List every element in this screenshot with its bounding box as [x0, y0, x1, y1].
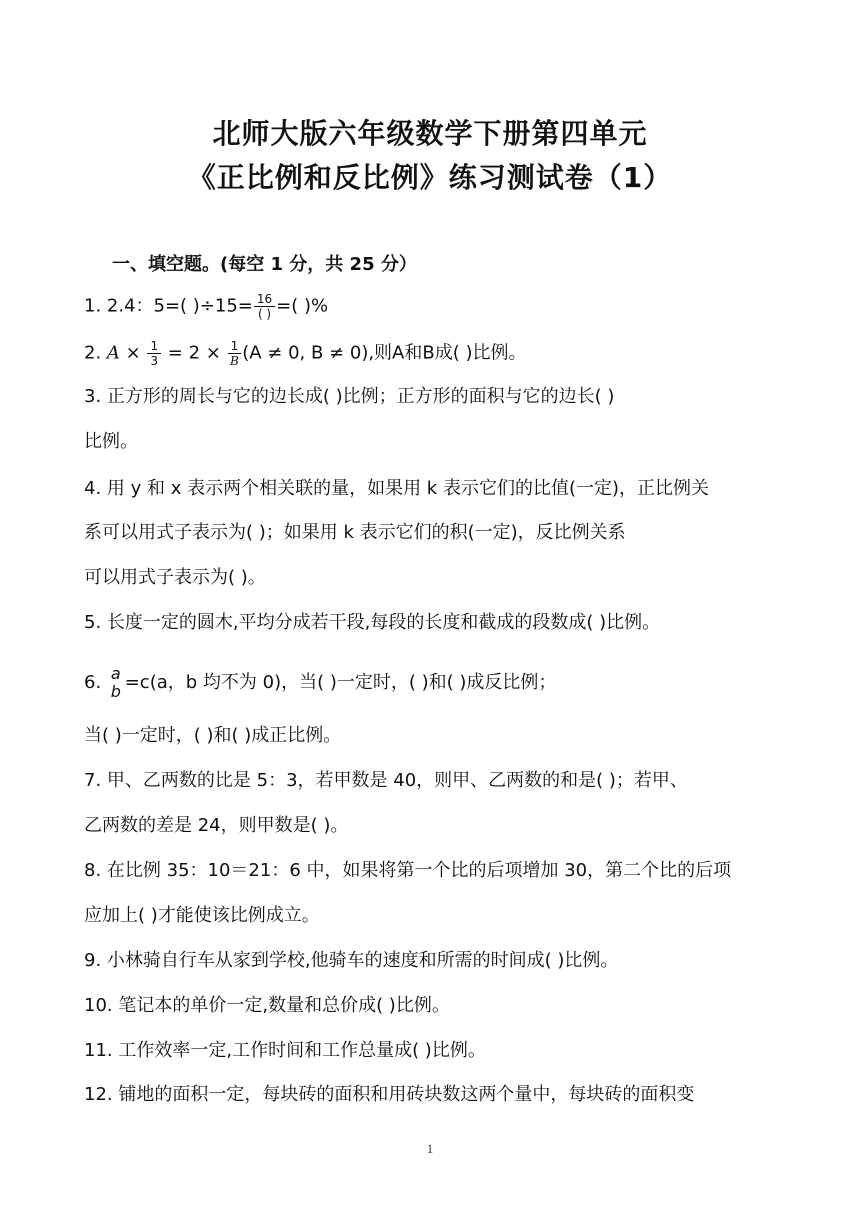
title-line-1: 北师大版六年级数学下册第四单元 [212, 117, 648, 150]
q1-start: 1. 2.4：5=( )÷15= [84, 295, 253, 317]
question-6-line-1 [84, 666, 556, 700]
q6-number: 6. [84, 672, 107, 693]
question-1 [84, 293, 328, 320]
question-7-line-2: 乙两数的差是 24，则甲数是( )。 [84, 815, 349, 836]
q2-fraction-2 [228, 340, 242, 367]
q6-fraction [108, 666, 124, 700]
q2-fraction-2-denominator: B [230, 354, 239, 368]
page-number: 1 [426, 1141, 434, 1156]
question-2 [84, 340, 527, 367]
section-heading: 一、填空题。(每空 1 分，共 25 分） [112, 254, 417, 275]
q1-fraction [254, 293, 275, 320]
q1-fraction-numerator: 16 [254, 293, 275, 307]
q6-rest: =c(a，b 均不为 0)，当( )一定时，( )和( )成反比例； [124, 672, 557, 693]
q2-fraction-1-numerator: 1 [147, 340, 161, 354]
question-3-line-2: 比例。 [84, 431, 138, 452]
q2-start: 2. [84, 342, 107, 364]
q2-fraction-1-denominator: 3 [150, 354, 159, 368]
question-6-line-2: 当( )一定时，( )和( )成正比例。 [84, 725, 342, 746]
q6-fraction-numerator: a [110, 664, 121, 683]
q2-times: × [119, 342, 147, 364]
q2-condition: (A ≠ 0, B ≠ 0),则A和B成( )比例。 [242, 342, 527, 364]
question-10: 10. 笔记本的单价一定,数量和总价成( )比例。 [84, 995, 450, 1016]
question-9: 9. 小林骑自行车从家到学校,他骑车的速度和所需的时间成( )比例。 [84, 950, 619, 971]
q2-var-a: A [106, 342, 120, 364]
q2-fraction-1 [147, 340, 161, 367]
q2-fraction-2-numerator: 1 [228, 340, 242, 354]
question-5: 5. 长度一定的圆木,平均分成若干段,每段的长度和截成的段数成( )比例。 [84, 612, 661, 633]
question-4-line-2: 系可以用式子表示为( )；如果用 k 表示它们的积(一定)，反比例关系 [84, 522, 626, 543]
question-7-line-1: 7. 甲、乙两数的比是 5：3，若甲数是 40，则甲、乙两数的和是( )；若甲、 [84, 770, 688, 791]
question-12-line-1: 12. 铺地的面积一定，每块砖的面积和用砖块数这两个量中，每块砖的面积变 [84, 1084, 695, 1105]
question-3-line-1: 3. 正方形的周长与它的边长成( )比例；正方形的面积与它的边长( ) [84, 386, 615, 407]
question-8-line-1: 8. 在比例 35：10＝21：6 中，如果将第一个比的后项增加 30，第二个比的后项 [84, 860, 732, 881]
q6-fraction-denominator: b [110, 682, 121, 701]
q2-mid: = 2 × [162, 342, 227, 364]
question-11: 11. 工作效率一定,工作时间和工作总量成( )比例。 [84, 1040, 486, 1061]
question-4-line-1: 4. 用 y 和 x 表示两个相关联的量，如果用 k 表示它们的比值(一定)，正比例关 [84, 478, 709, 499]
title-line-2: 《正比例和反比例》练习测试卷（1） [187, 161, 673, 194]
q1-end: =( )% [276, 295, 329, 317]
question-4-line-3: 可以用式子表示为( )。 [84, 567, 266, 588]
question-8-line-2: 应加上( )才能使该比例成立。 [84, 905, 320, 926]
q1-fraction-denominator: ( ) [257, 307, 272, 321]
